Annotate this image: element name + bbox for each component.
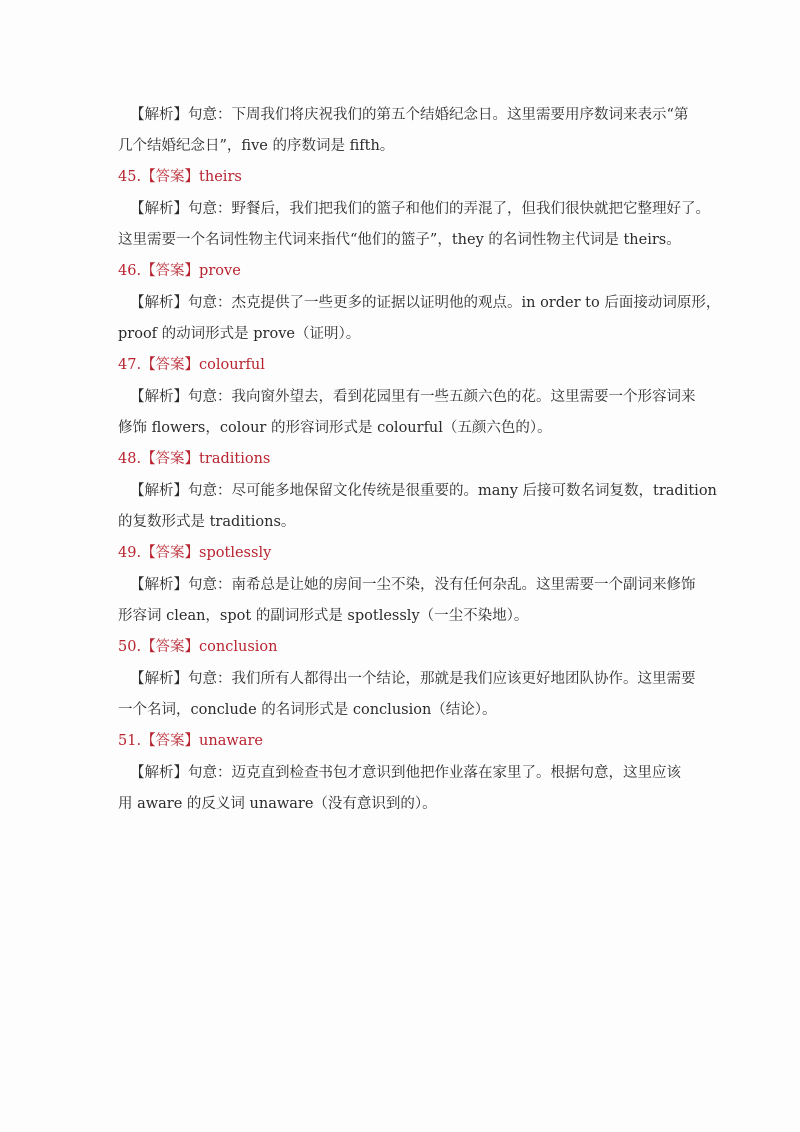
answer-text: 【答案】prove xyxy=(141,263,241,279)
answer-line xyxy=(118,543,271,563)
analysis-line: 一个名词，conclude 的名词形式是 conclusion（结论）。 xyxy=(118,702,497,718)
answer-text: 【答案】spotlessly xyxy=(141,545,272,561)
analysis-line: 形容词 clean，spot 的副词形式是 spotlessly（一尘不染地）。 xyxy=(118,608,529,624)
analysis-line: 修饰 flowers，colour 的形容词形式是 colourful（五颜六色的）。 xyxy=(118,420,552,436)
answer-line xyxy=(118,449,270,469)
analysis-line: 【解析】句意：下周我们将庆祝我们的第五个结婚纪念日。这里需要用序数词来表示“第 xyxy=(130,107,689,123)
analysis-line: 【解析】句意：杰克提供了一些更多的证据以证明他的观点。in order to 后面接动词原形， xyxy=(130,295,721,311)
question-number: 49. xyxy=(118,545,142,561)
analysis-line: 用 aware 的反义词 unaware（没有意识到的）。 xyxy=(118,796,437,812)
analysis-line: 的复数形式是 traditions。 xyxy=(118,514,296,530)
question-number: 47. xyxy=(118,357,142,373)
answer-text: 【答案】unaware xyxy=(141,733,263,749)
question-number: 45. xyxy=(118,169,142,185)
question-number: 51. xyxy=(118,733,142,749)
analysis-line: 【解析】句意：我们所有人都得出一个结论，那就是我们应该更好地团队协作。这里需要 xyxy=(130,671,696,687)
analysis-line: 【解析】句意：南希总是让她的房间一尘不染，没有任何杂乱。这里需要一个副词来修饰 xyxy=(130,577,696,593)
analysis-line: 【解析】句意：野餐后，我们把我们的篮子和他们的弄混了，但我们很快就把它整理好了。 xyxy=(130,201,710,217)
answer-line xyxy=(118,167,242,187)
answer-text: 【答案】colourful xyxy=(141,357,265,373)
answer-line xyxy=(118,637,278,657)
analysis-line: 【解析】句意：我向窗外望去，看到花园里有一些五颜六色的花。这里需要一个形容词来 xyxy=(130,389,696,405)
question-number: 50. xyxy=(118,639,142,655)
answer-line xyxy=(118,731,263,751)
analysis-line: 【解析】句意：尽可能多地保留文化传统是很重要的。many 后接可数名词复数，tradition xyxy=(130,483,717,499)
answer-text: 【答案】theirs xyxy=(141,169,242,185)
answer-text: 【答案】conclusion xyxy=(141,639,278,655)
answer-text: 【答案】traditions xyxy=(141,451,271,467)
question-number: 48. xyxy=(118,451,142,467)
question-number: 46. xyxy=(118,263,142,279)
analysis-line: 这里需要一个名词性物主代词来指代“他们的篮子”，they 的名词性物主代词是 theirs。 xyxy=(118,232,681,248)
analysis-line: proof 的动词形式是 prove（证明）。 xyxy=(118,326,361,342)
analysis-line: 【解析】句意：迈克直到检查书包才意识到他把作业落在家里了。根据句意，这里应该 xyxy=(130,765,681,781)
answer-line xyxy=(118,261,241,281)
analysis-line: 几个结婚纪念日”，five 的序数词是 fifth。 xyxy=(118,138,395,154)
answer-line xyxy=(118,355,265,375)
